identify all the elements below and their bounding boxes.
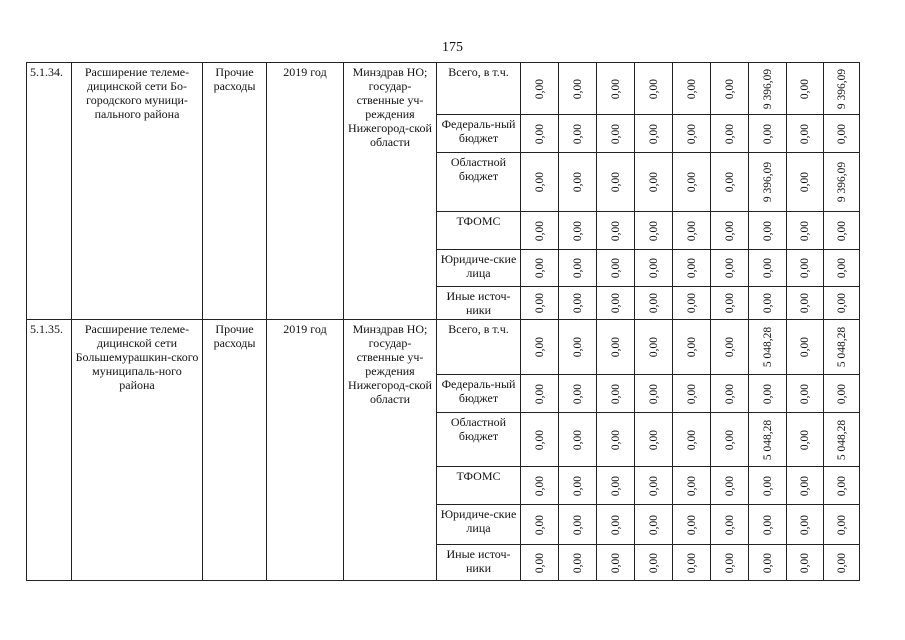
amount-value: 0,00 bbox=[723, 514, 736, 535]
amount-value: 9 396,09 bbox=[835, 161, 848, 203]
amount-value: 0,00 bbox=[685, 429, 698, 450]
amount-value: 0,00 bbox=[723, 475, 736, 496]
amount-value: 0,00 bbox=[533, 171, 546, 193]
amount-value: 0,00 bbox=[799, 123, 811, 144]
amount-value: 0,00 bbox=[647, 475, 660, 496]
amount-value: 0,00 bbox=[609, 292, 622, 314]
amount-value: 0,00 bbox=[647, 336, 660, 358]
amount-value: 0,00 bbox=[799, 552, 811, 573]
amount-value: 0,00 bbox=[609, 383, 622, 404]
amount-cell bbox=[673, 320, 711, 375]
item-executor: Минздрав НО; государ-ственные уч-реждения Нижегород-ской области bbox=[344, 320, 437, 581]
amount-cell bbox=[597, 63, 635, 115]
amount-value: 0,00 bbox=[723, 220, 736, 241]
amount-value: 0,00 bbox=[799, 171, 811, 193]
amount-value: 0,00 bbox=[647, 171, 660, 193]
item-executor: Минздрав НО; государ-ственные уч-реждения Нижегород-ской области bbox=[344, 63, 437, 320]
amount-value: 0,00 bbox=[647, 220, 660, 241]
amount-value: 5 048,28 bbox=[761, 326, 774, 368]
amount-value: 0,00 bbox=[761, 552, 774, 573]
funding-source: Всего, в т.ч. bbox=[437, 63, 521, 115]
funding-source: Федераль-ный бюджет bbox=[437, 115, 521, 153]
amount-value: 0,00 bbox=[647, 78, 660, 99]
table-row bbox=[27, 320, 860, 375]
amount-value: 0,00 bbox=[761, 123, 774, 144]
amount-cell bbox=[749, 63, 787, 115]
amount-cell bbox=[597, 212, 635, 250]
amount-cell bbox=[824, 250, 860, 287]
amount-cell bbox=[635, 413, 673, 467]
amount-cell bbox=[711, 250, 749, 287]
amount-value: 0,00 bbox=[609, 171, 622, 193]
amount-value: 0,00 bbox=[835, 123, 848, 144]
amount-value: 0,00 bbox=[647, 514, 660, 535]
amount-value: 0,00 bbox=[571, 292, 584, 314]
amount-cell bbox=[824, 505, 860, 545]
amount-cell bbox=[749, 250, 787, 287]
amount-value: 0,00 bbox=[533, 429, 546, 450]
amount-cell bbox=[521, 212, 559, 250]
amount-cell bbox=[635, 467, 673, 505]
amount-cell bbox=[597, 287, 635, 320]
amount-value: 0,00 bbox=[761, 475, 774, 496]
amount-cell bbox=[559, 505, 597, 545]
amount-value: 0,00 bbox=[761, 514, 774, 535]
amount-value: 0,00 bbox=[647, 123, 660, 144]
amount-value: 0,00 bbox=[685, 78, 698, 99]
item-name: Расширение телеме-дицинской сети Бо-городского муници-пального района bbox=[72, 63, 203, 320]
amount-cell bbox=[749, 153, 787, 212]
amount-value: 0,00 bbox=[723, 383, 736, 404]
amount-cell bbox=[521, 153, 559, 212]
amount-value: 9 396,09 bbox=[835, 68, 848, 109]
amount-cell bbox=[673, 467, 711, 505]
amount-cell bbox=[559, 413, 597, 467]
amount-cell bbox=[711, 375, 749, 413]
amount-value: 0,00 bbox=[533, 292, 546, 314]
amount-value: 0,00 bbox=[723, 336, 736, 358]
amount-cell bbox=[673, 153, 711, 212]
amount-value: 0,00 bbox=[609, 429, 622, 450]
amount-value: 0,00 bbox=[609, 78, 622, 99]
amount-cell bbox=[787, 212, 824, 250]
amount-value: 0,00 bbox=[799, 429, 811, 450]
amount-cell bbox=[559, 375, 597, 413]
amount-cell bbox=[521, 545, 559, 581]
amount-value: 9 396,09 bbox=[761, 68, 774, 109]
amount-cell bbox=[559, 320, 597, 375]
amount-cell bbox=[673, 250, 711, 287]
amount-cell bbox=[749, 375, 787, 413]
amount-value: 0,00 bbox=[723, 171, 736, 193]
amount-value: 0,00 bbox=[647, 383, 660, 404]
funding-source: Иные источ-ники bbox=[437, 545, 521, 581]
amount-value: 0,00 bbox=[533, 257, 546, 279]
amount-value: 0,00 bbox=[609, 220, 622, 241]
amount-value: 0,00 bbox=[685, 220, 698, 241]
amount-value: 0,00 bbox=[609, 257, 622, 279]
amount-cell bbox=[597, 467, 635, 505]
amount-cell bbox=[521, 413, 559, 467]
amount-cell bbox=[635, 250, 673, 287]
amount-cell bbox=[521, 467, 559, 505]
funding-source: Областной бюджет bbox=[437, 153, 521, 212]
amount-value: 0,00 bbox=[799, 514, 811, 535]
amount-value: 0,00 bbox=[609, 514, 622, 535]
amount-cell bbox=[521, 115, 559, 153]
amount-value: 0,00 bbox=[835, 552, 848, 573]
item-code: 5.1.35. bbox=[27, 320, 72, 581]
amount-value: 0,00 bbox=[799, 220, 811, 241]
amount-value: 0,00 bbox=[533, 552, 546, 573]
amount-value: 0,00 bbox=[685, 123, 698, 144]
amount-value: 0,00 bbox=[571, 475, 584, 496]
amount-cell bbox=[711, 505, 749, 545]
amount-cell bbox=[824, 545, 860, 581]
amount-cell bbox=[749, 212, 787, 250]
amount-cell bbox=[559, 467, 597, 505]
amount-cell bbox=[749, 413, 787, 467]
amount-cell bbox=[749, 467, 787, 505]
funding-source: Федераль-ный бюджет bbox=[437, 375, 521, 413]
funding-source: Иные источ-ники bbox=[437, 287, 521, 320]
item-year: 2019 год bbox=[267, 320, 344, 581]
amount-value: 0,00 bbox=[723, 429, 736, 450]
amount-cell bbox=[635, 287, 673, 320]
amount-cell bbox=[597, 505, 635, 545]
amount-value: 0,00 bbox=[685, 336, 698, 358]
amount-cell bbox=[824, 320, 860, 375]
amount-cell bbox=[824, 413, 860, 467]
amount-cell bbox=[824, 63, 860, 115]
amount-cell bbox=[597, 545, 635, 581]
amount-value: 0,00 bbox=[571, 257, 584, 279]
amount-value: 0,00 bbox=[685, 383, 698, 404]
amount-cell bbox=[787, 153, 824, 212]
amount-value: 9 396,09 bbox=[761, 161, 774, 203]
amount-value: 0,00 bbox=[761, 220, 774, 241]
amount-value: 0,00 bbox=[609, 552, 622, 573]
amount-cell bbox=[559, 287, 597, 320]
amount-value: 0,00 bbox=[799, 292, 811, 314]
amount-cell bbox=[521, 250, 559, 287]
amount-value: 0,00 bbox=[835, 383, 848, 404]
item-code: 5.1.34. bbox=[27, 63, 72, 320]
funding-source: Всего, в т.ч. bbox=[437, 320, 521, 375]
amount-cell bbox=[711, 467, 749, 505]
amount-cell bbox=[521, 375, 559, 413]
amount-value: 0,00 bbox=[761, 292, 774, 314]
amount-cell bbox=[635, 212, 673, 250]
amount-cell bbox=[635, 320, 673, 375]
amount-value: 5 048,28 bbox=[761, 419, 774, 460]
amount-cell bbox=[824, 467, 860, 505]
table-body bbox=[27, 63, 860, 581]
amount-cell bbox=[559, 212, 597, 250]
amount-value: 0,00 bbox=[685, 475, 698, 496]
amount-value: 0,00 bbox=[685, 257, 698, 279]
amount-cell bbox=[749, 287, 787, 320]
amount-cell bbox=[597, 375, 635, 413]
amount-cell bbox=[635, 63, 673, 115]
amount-cell bbox=[521, 320, 559, 375]
amount-cell bbox=[559, 63, 597, 115]
amount-cell bbox=[749, 320, 787, 375]
amount-value: 0,00 bbox=[835, 292, 848, 314]
amount-cell bbox=[749, 115, 787, 153]
amount-value: 0,00 bbox=[647, 429, 660, 450]
amount-value: 0,00 bbox=[723, 292, 736, 314]
amount-cell bbox=[787, 63, 824, 115]
item-name: Расширение телеме-дицинской сети Большемурашкин-ского муниципаль-ного района bbox=[72, 320, 203, 581]
amount-cell bbox=[521, 63, 559, 115]
amount-value: 0,00 bbox=[799, 475, 811, 496]
funding-source: Юридиче-ские лица bbox=[437, 250, 521, 287]
amount-cell bbox=[824, 153, 860, 212]
amount-value: 0,00 bbox=[647, 257, 660, 279]
amount-value: 0,00 bbox=[761, 257, 774, 279]
amount-cell bbox=[673, 63, 711, 115]
amount-value: 0,00 bbox=[571, 171, 584, 193]
amount-cell bbox=[787, 467, 824, 505]
amount-value: 0,00 bbox=[571, 552, 584, 573]
amount-value: 0,00 bbox=[533, 514, 546, 535]
amount-value: 0,00 bbox=[799, 78, 811, 99]
funding-source: Юридиче-ские лица bbox=[437, 505, 521, 545]
funding-source: ТФОМС bbox=[437, 212, 521, 250]
amount-value: 0,00 bbox=[533, 123, 546, 144]
amount-cell bbox=[597, 115, 635, 153]
amount-value: 0,00 bbox=[533, 78, 546, 99]
item-year: 2019 год bbox=[267, 63, 344, 320]
amount-value: 0,00 bbox=[533, 220, 546, 241]
amount-cell bbox=[824, 287, 860, 320]
amount-value: 0,00 bbox=[723, 78, 736, 99]
amount-cell bbox=[787, 250, 824, 287]
amount-cell bbox=[597, 320, 635, 375]
amount-value: 5 048,28 bbox=[835, 326, 848, 368]
amount-value: 0,00 bbox=[761, 383, 774, 404]
amount-cell bbox=[711, 115, 749, 153]
amount-cell bbox=[635, 153, 673, 212]
amount-cell bbox=[711, 413, 749, 467]
amount-cell bbox=[711, 287, 749, 320]
amount-cell bbox=[749, 545, 787, 581]
amount-value: 0,00 bbox=[799, 383, 811, 404]
amount-cell bbox=[711, 320, 749, 375]
amount-cell bbox=[559, 545, 597, 581]
amount-cell bbox=[711, 545, 749, 581]
funding-source: Областной бюджет bbox=[437, 413, 521, 467]
amount-cell bbox=[597, 250, 635, 287]
amount-cell bbox=[521, 505, 559, 545]
amount-cell bbox=[673, 375, 711, 413]
amount-cell bbox=[787, 545, 824, 581]
amount-cell bbox=[787, 287, 824, 320]
amount-cell bbox=[559, 153, 597, 212]
amount-cell bbox=[673, 413, 711, 467]
amount-cell bbox=[597, 153, 635, 212]
amount-cell bbox=[787, 505, 824, 545]
amount-cell bbox=[673, 545, 711, 581]
amount-value: 0,00 bbox=[609, 475, 622, 496]
amount-value: 0,00 bbox=[571, 220, 584, 241]
amount-cell bbox=[711, 153, 749, 212]
amount-cell bbox=[635, 115, 673, 153]
amount-value: 0,00 bbox=[835, 475, 848, 496]
amount-cell bbox=[635, 375, 673, 413]
amount-cell bbox=[597, 413, 635, 467]
amount-value: 0,00 bbox=[835, 257, 848, 279]
amount-value: 0,00 bbox=[647, 552, 660, 573]
amount-value: 0,00 bbox=[723, 552, 736, 573]
amount-cell bbox=[635, 545, 673, 581]
amount-cell bbox=[787, 413, 824, 467]
expense-type: Прочие расходы bbox=[203, 63, 267, 320]
amount-value: 0,00 bbox=[533, 475, 546, 496]
expense-type: Прочие расходы bbox=[203, 320, 267, 581]
amount-value: 0,00 bbox=[571, 383, 584, 404]
amount-value: 0,00 bbox=[835, 514, 848, 535]
amount-value: 0,00 bbox=[685, 552, 698, 573]
amount-value: 0,00 bbox=[723, 123, 736, 144]
amount-value: 0,00 bbox=[609, 123, 622, 144]
amount-value: 0,00 bbox=[723, 257, 736, 279]
amount-cell bbox=[749, 505, 787, 545]
amount-value: 0,00 bbox=[571, 123, 584, 144]
amount-cell bbox=[559, 115, 597, 153]
budget-table bbox=[26, 62, 860, 581]
amount-cell bbox=[824, 212, 860, 250]
amount-cell bbox=[787, 115, 824, 153]
amount-cell bbox=[824, 375, 860, 413]
amount-cell bbox=[673, 212, 711, 250]
amount-cell bbox=[711, 212, 749, 250]
amount-cell bbox=[673, 505, 711, 545]
amount-cell bbox=[711, 63, 749, 115]
amount-cell bbox=[824, 115, 860, 153]
amount-value: 0,00 bbox=[685, 171, 698, 193]
amount-value: 0,00 bbox=[685, 292, 698, 314]
amount-value: 0,00 bbox=[571, 336, 584, 358]
amount-value: 5 048,28 bbox=[835, 419, 848, 460]
amount-value: 0,00 bbox=[571, 514, 584, 535]
amount-value: 0,00 bbox=[799, 257, 811, 279]
table-row bbox=[27, 63, 860, 115]
amount-cell bbox=[635, 505, 673, 545]
amount-value: 0,00 bbox=[685, 514, 698, 535]
amount-value: 0,00 bbox=[835, 220, 848, 241]
amount-cell bbox=[787, 320, 824, 375]
amount-cell bbox=[559, 250, 597, 287]
amount-cell bbox=[673, 115, 711, 153]
amount-cell bbox=[787, 375, 824, 413]
amount-value: 0,00 bbox=[647, 292, 660, 314]
amount-value: 0,00 bbox=[533, 383, 546, 404]
funding-source: ТФОМС bbox=[437, 467, 521, 505]
amount-value: 0,00 bbox=[609, 336, 622, 358]
amount-cell bbox=[673, 287, 711, 320]
amount-value: 0,00 bbox=[533, 336, 546, 358]
amount-value: 0,00 bbox=[571, 429, 584, 450]
page-number: 175 bbox=[442, 40, 463, 55]
amount-value: 0,00 bbox=[799, 336, 811, 358]
amount-cell bbox=[521, 287, 559, 320]
amount-value: 0,00 bbox=[571, 78, 584, 99]
